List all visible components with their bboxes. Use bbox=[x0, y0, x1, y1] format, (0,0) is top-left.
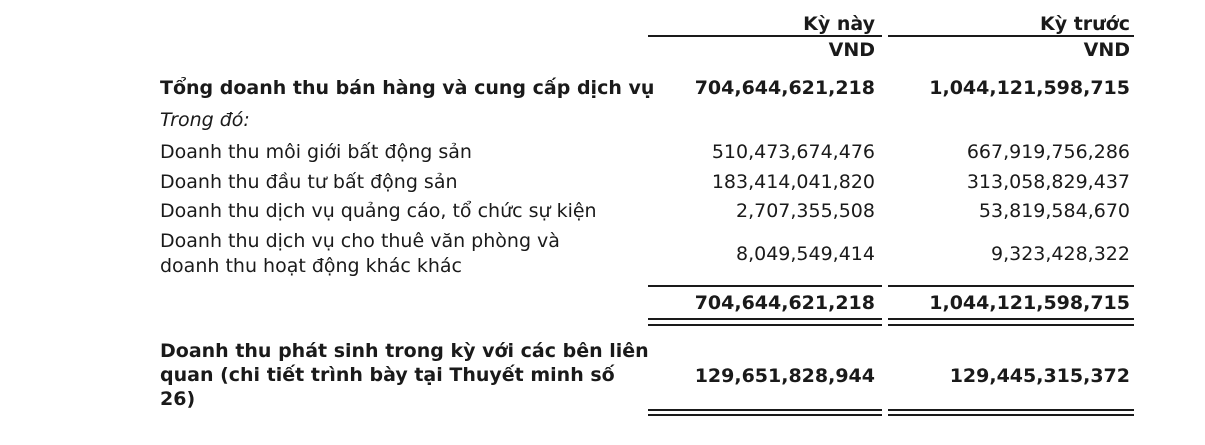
subtotal-rule-bottom2-previous bbox=[888, 324, 1134, 326]
item-label-investment: Doanh thu đầu tư bất động sản bbox=[160, 171, 458, 193]
item-label-advertising: Doanh thu dịch vụ quảng cáo, tổ chức sự kiện bbox=[160, 200, 597, 222]
item-label-office-rental-line2: doanh thu hoạt động khác khác bbox=[160, 255, 462, 277]
unit-previous: VND bbox=[1083, 39, 1130, 61]
item-label-office-rental-line1: Doanh thu dịch vụ cho thuê văn phòng và bbox=[160, 230, 560, 252]
subtotal-rule-top-current bbox=[648, 285, 882, 287]
column-header-previous: Kỳ trước bbox=[1039, 13, 1130, 35]
item-previous-investment: 313,058,829,437 bbox=[966, 171, 1130, 193]
related-party-previous: 129,445,315,372 bbox=[949, 365, 1130, 387]
item-previous-brokerage: 667,919,756,286 bbox=[966, 141, 1130, 163]
item-current-advertising: 2,707,355,508 bbox=[735, 200, 875, 222]
item-label-brokerage: Doanh thu môi giới bất động sản bbox=[160, 141, 472, 163]
item-previous-office-rental: 9,323,428,322 bbox=[990, 243, 1130, 265]
related-party-rule1-previous bbox=[888, 409, 1134, 411]
related-party-label-line3: 26) bbox=[160, 388, 196, 410]
item-current-office-rental: 8,049,549,414 bbox=[735, 243, 875, 265]
subtotal-current: 704,644,621,218 bbox=[694, 292, 875, 314]
subtotal-rule-top-previous bbox=[888, 285, 1134, 287]
column-header-current: Kỳ này bbox=[803, 13, 875, 35]
unit-current: VND bbox=[828, 39, 875, 61]
of-which-label: Trong đó: bbox=[160, 109, 250, 131]
total-revenue-label: Tổng doanh thu bán hàng và cung cấp dịch vụ bbox=[160, 77, 655, 99]
total-revenue-previous: 1,044,121,598,715 bbox=[929, 77, 1130, 99]
header-rule-previous bbox=[888, 35, 1134, 37]
item-current-investment: 183,414,041,820 bbox=[711, 171, 875, 193]
related-party-rule2-current bbox=[648, 414, 882, 416]
item-current-brokerage: 510,473,674,476 bbox=[711, 141, 875, 163]
related-party-rule2-previous bbox=[888, 414, 1134, 416]
total-revenue-current: 704,644,621,218 bbox=[694, 77, 875, 99]
related-party-label-line2: quan (chi tiết trình bày tại Thuyết minh số bbox=[160, 364, 615, 386]
subtotal-rule-bottom1-previous bbox=[888, 318, 1134, 320]
subtotal-rule-bottom1-current bbox=[648, 318, 882, 320]
related-party-label-line1: Doanh thu phát sinh trong kỳ với các bên liên bbox=[160, 340, 649, 362]
header-rule-current bbox=[648, 35, 882, 37]
subtotal-previous: 1,044,121,598,715 bbox=[929, 292, 1130, 314]
subtotal-rule-bottom2-current bbox=[648, 324, 882, 326]
related-party-current: 129,651,828,944 bbox=[694, 365, 875, 387]
related-party-rule1-current bbox=[648, 409, 882, 411]
item-previous-advertising: 53,819,584,670 bbox=[978, 200, 1130, 222]
